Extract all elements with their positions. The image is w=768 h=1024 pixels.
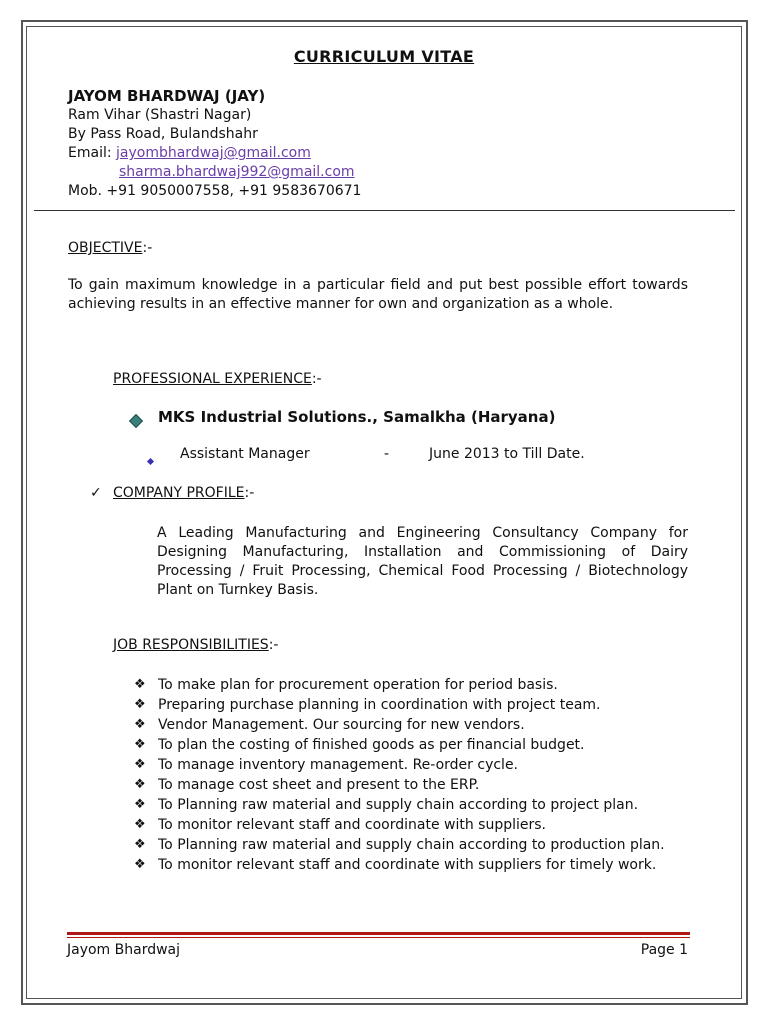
diamond-bullet-icon: ❖ <box>134 817 146 832</box>
diamond-bullet-icon: ❖ <box>134 697 146 712</box>
list-item-text: To plan the costing of finished goods as per financial budget. <box>158 737 585 753</box>
list-item <box>134 695 689 715</box>
applicant-name: JAYOM BHARDWAJ (JAY) <box>68 87 266 105</box>
document-title: CURRICULUM VITAE <box>293 47 475 66</box>
small-diamond-bullet-icon <box>148 452 156 460</box>
diamond-bullet-icon: ❖ <box>134 677 146 692</box>
checkmark-icon: ✓ <box>90 485 102 501</box>
footer-rule-thin <box>67 937 690 938</box>
diamond-bullet-icon: ❖ <box>134 837 146 852</box>
list-item <box>134 855 689 875</box>
list-item <box>134 775 689 795</box>
responsibilities-list <box>134 675 689 875</box>
list-item-text: To monitor relevant staff and coordinate with suppliers for timely work. <box>158 857 657 873</box>
responsibilities-heading <box>113 637 278 653</box>
diamond-bullet-icon: ❖ <box>134 797 146 812</box>
job-role: Assistant Manager <box>180 446 310 462</box>
list-item <box>134 835 689 855</box>
objective-text: To gain maximum knowledge in a particular field and put best possible effort towards achieving results in an effective manner for own and organization as a whole. <box>68 277 688 312</box>
list-item <box>134 715 689 735</box>
footer-rule-thick <box>67 932 690 935</box>
list-item <box>134 755 689 775</box>
address-line-1: Ram Vihar (Shastri Nagar) <box>68 107 252 123</box>
list-item-text: To make plan for procurement operation for period basis. <box>158 677 558 693</box>
experience-heading-text: PROFESSIONAL EXPERIENCE <box>113 371 312 387</box>
company-profile-text: A Leading Manufacturing and Engineering Consultancy Company for Designing Manufacturing, Installation and Commissioning of Dairy Processing / Fruit Processing, Chemical Food Processing / Biotechnology Plant on Turnkey Basis. <box>157 525 688 598</box>
objective-heading-suffix: :- <box>142 240 153 256</box>
email-row-2 <box>119 163 355 182</box>
footer-author: Jayom Bhardwaj <box>67 942 181 958</box>
experience-heading <box>113 371 322 387</box>
responsibilities-heading-text: JOB RESPONSIBILITIES <box>113 637 269 653</box>
list-item <box>134 735 689 755</box>
list-item-text: To manage inventory management. Re-order cycle. <box>158 757 519 773</box>
address-line-2: By Pass Road, Bulandshahr <box>68 126 258 142</box>
list-item <box>134 815 689 835</box>
objective-heading <box>68 240 152 256</box>
footer-page-number: Page 1 <box>640 942 688 958</box>
diamond-bullet-icon: ❖ <box>134 717 146 732</box>
company-profile-heading-text: COMPANY PROFILE <box>113 485 245 501</box>
diamond-bullet-icon: ❖ <box>134 857 146 872</box>
list-item-text: Preparing purchase planning in coordination with project team. <box>158 697 601 713</box>
mobile-numbers: Mob. +91 9050007558, +91 9583670671 <box>68 183 362 199</box>
diamond-bullet-icon <box>131 414 141 424</box>
job-period: June 2013 to Till Date. <box>429 446 585 462</box>
experience-heading-suffix: :- <box>311 371 322 387</box>
list-item <box>134 675 689 695</box>
responsibilities-heading-suffix: :- <box>268 637 279 653</box>
list-item-text: To monitor relevant staff and coordinate with suppliers. <box>158 817 547 833</box>
email-row <box>68 144 311 163</box>
list-item <box>134 795 689 815</box>
list-item-text: To Planning raw material and supply chain according to production plan. <box>158 837 665 853</box>
list-item-text: Vendor Management. Our sourcing for new vendors. <box>158 717 525 733</box>
diamond-bullet-icon: ❖ <box>134 737 146 752</box>
company-name: MKS Industrial Solutions., Samalkha (Haryana) <box>158 408 556 426</box>
objective-heading-text: OBJECTIVE <box>68 240 143 256</box>
list-item-text: To manage cost sheet and present to the ERP. <box>158 777 480 793</box>
company-profile-heading-suffix: :- <box>244 485 255 501</box>
list-item-text: To Planning raw material and supply chain according to project plan. <box>158 797 639 813</box>
diamond-bullet-icon: ❖ <box>134 757 146 772</box>
header-divider <box>34 210 735 211</box>
email-link-1[interactable]: jayombhardwaj@gmail.com <box>116 145 311 161</box>
diamond-bullet-icon: ❖ <box>134 777 146 792</box>
job-dash: - <box>384 446 390 462</box>
email-link-2[interactable]: sharma.bhardwaj992@gmail.com <box>119 164 355 180</box>
company-profile-heading <box>90 485 254 501</box>
email-label: Email: <box>68 145 117 161</box>
